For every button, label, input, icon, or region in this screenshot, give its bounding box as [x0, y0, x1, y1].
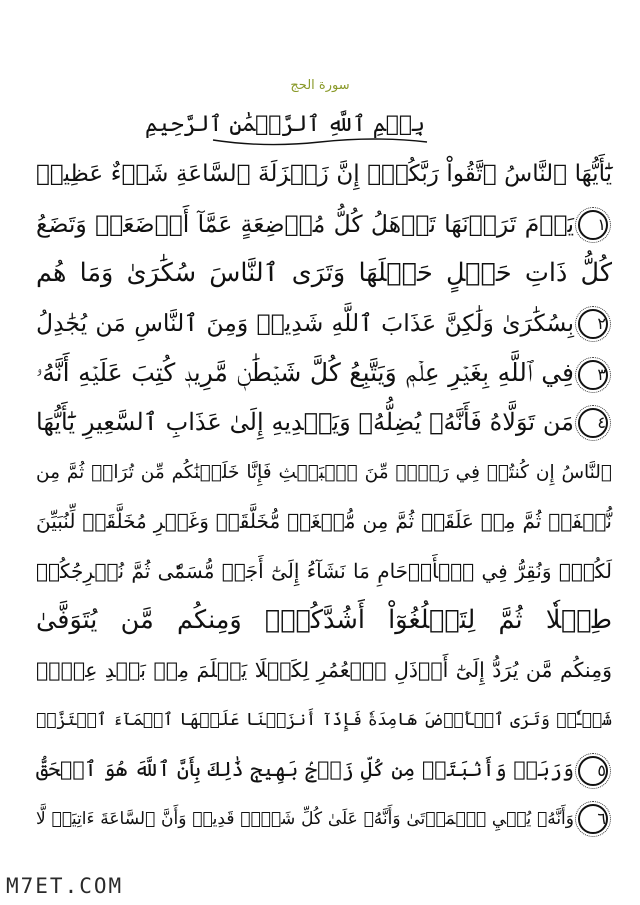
verse-line [36, 497, 612, 547]
verse-line [36, 299, 612, 349]
verse-line [36, 448, 612, 498]
verse-line [36, 150, 612, 200]
verse-line [36, 547, 612, 597]
verse-line-text: يَٰٓأَيُّهَا ٱلنَّاسُ ٱتَّقُواْ رَبَّكُمۡۚ إِنَّ زَلۡزَلَةَ ٱلسَّاعَةِ شَيۡءٌ عَظِيمٞ [36, 161, 612, 187]
verse-line [36, 646, 612, 696]
surah-title: سورة الحج [290, 78, 350, 93]
verse-line [36, 348, 612, 398]
verse-line-text: لَكُمۡۚ وَنُقِرُّ فِي ٱلۡأَرۡحَامِ مَا نَشَآءُ إِلَىٰٓ أَجَلٖ مُّسَمّٗى ثُمَّ نُخۡرِجُكُمۡ [36, 558, 612, 583]
verse-line-text: طِفۡلٗا ثُمَّ لِتَبۡلُغُوٓاْ أَشُدَّكُمۡۖ وَمِنكُم مَّن يُتَوَفَّىٰ [36, 605, 612, 636]
verse-line [36, 398, 612, 448]
watermark: M7ET.COM [6, 874, 124, 898]
ayah-number-marker: ٤ [578, 408, 608, 438]
ayah-number-marker: ٣ [578, 360, 608, 390]
verse-line-text: نُّطۡفَةٖ ثُمَّ مِنۡ عَلَقَةٖ ثُمَّ مِن مُّضۡغَةٖ مُّخَلَّقَةٖ وَغَيۡرِ مُخَلَّقَةٖ لِّنُبَيِّنَ [36, 509, 612, 534]
basmala: بِسۡمِ ٱللَّهِ ٱلرَّحۡمَٰنِ ٱلرَّحِيمِ [144, 112, 425, 137]
verse-lines [36, 150, 612, 844]
verse-line-text: ١يَوۡمَ تَرَوۡنَهَا تَذۡهَلُ كُلُّ مُرۡضِعَةٍ عَمَّآ أَرۡضَعَتۡ وَتَضَعُ [36, 200, 612, 250]
ayah-number-marker: ٥ [578, 756, 608, 786]
verse-line-text: ٥وَرَبَتۡ وَأَنۢبَتَتۡ مِن كُلِّ زَوۡجِۢ بَهِيجٖ ذَٰلِكَ بِأَنَّ ٱللَّهَ هُوَ ٱلۡحَقُّ [36, 745, 612, 795]
verse-line-text: شَيۡـٔٗاۚ وَتَرَى ٱلۡأَرۡضَ هَامِدَةٗ فَإِذَآ أَنزَلۡنَا عَلَيۡهَا ٱلۡمَآءَ ٱهۡتَزَّتۡ [36, 709, 612, 730]
ayah-number-marker: ٦ [578, 804, 608, 834]
verse-line [36, 200, 612, 250]
verse-line-text: ٢بِسُكَٰرَىٰ وَلَٰكِنَّ عَذَابَ ٱللَّهِ شَدِيدٞ وَمِنَ ٱلنَّاسِ مَن يُجَٰدِلُ [36, 299, 612, 349]
verse-line-text: كُلُّ ذَاتِ حَمۡلٍ حَمۡلَهَا وَتَرَى ٱلنَّاسَ سُكَٰرَىٰ وَمَا هُم [36, 258, 612, 289]
verse-line-text: ٤مَن تَوَلَّاهُ فَأَنَّهُۥ يُضِلُّهُۥ وَيَهۡدِيهِ إِلَىٰ عَذَابِ ٱلسَّعِيرِ يَٰٓأَيُّهَا [36, 398, 612, 448]
verse-line [36, 696, 612, 746]
ayah-number-marker: ١ [578, 210, 608, 240]
verse-line [36, 795, 612, 845]
ayah-number-marker: ٢ [578, 309, 608, 339]
verse-line [36, 745, 612, 795]
verse-line-text: وَمِنكُم مَّن يُرَدُّ إِلَىٰٓ أَرۡذَلِ ٱلۡعُمُرِ لِكَيۡلَا يَعۡلَمَ مِنۢ بَعۡدِ عِلۡمٖ [36, 657, 612, 682]
verse-line [36, 596, 612, 646]
verse-line-text: ٦وَأَنَّهُۥ يُحۡيِ ٱلۡمَوۡتَىٰ وَأَنَّهُۥ عَلَىٰ كُلِّ شَيۡءٖ قَدِيرٞ وَأَنَّ ٱلسَّاعَةَ ءَاتِيَةٞ لَّا [36, 795, 612, 845]
verse-line-text: ٣فِي ٱللَّهِ بِغَيۡرِ عِلۡمٖ وَيَتَّبِعُ كُلَّ شَيۡطَٰنٖ مَّرِيدٖ كُتِبَ عَلَيۡهِ أَنَّهُۥ [36, 348, 612, 398]
verse-line-text: ٱلنَّاسُ إِن كُنتُمۡ فِي رَيۡبٖ مِّنَ ٱلۡبَعۡثِ فَإِنَّا خَلَقۡنَٰكُم مِّن تُرَابٖ ثُمَّ مِن [36, 461, 612, 483]
verse-line [36, 249, 612, 299]
